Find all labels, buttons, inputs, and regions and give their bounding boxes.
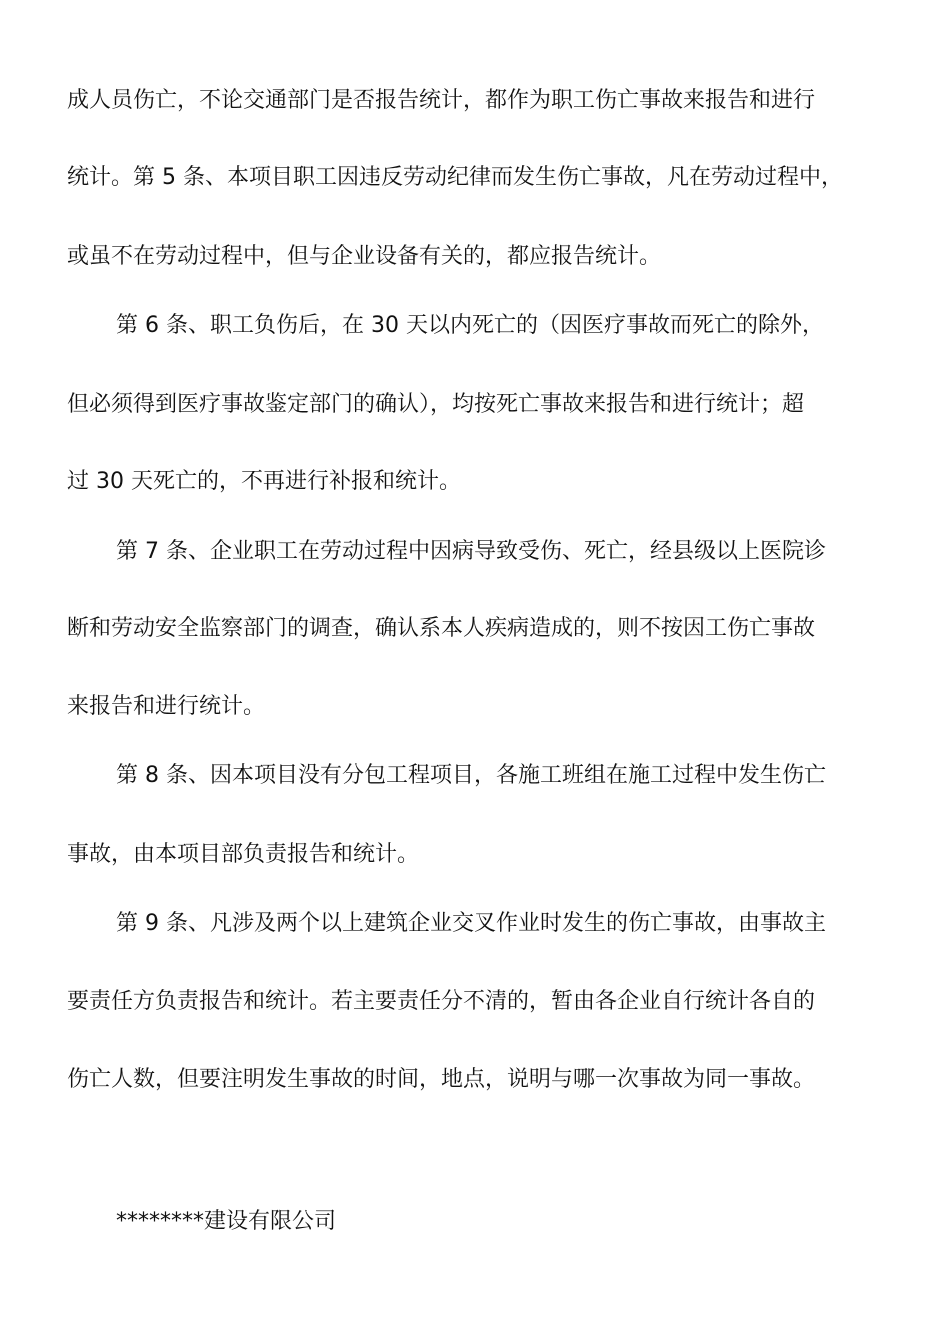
text-line-11: 事故，由本项目部负责报告和统计。 — [67, 842, 420, 867]
company-signature: ********建设有限公司 — [116, 1209, 337, 1234]
text-line-3: 或虽不在劳动过程中，但与企业设备有关的，都应报告统计。 — [67, 244, 662, 269]
text-line-1: 成人员伤亡，不论交通部门是否报告统计，都作为职工伤亡事故来报告和进行 — [67, 88, 816, 113]
text-line-12: 第 9 条、凡涉及两个以上建筑企业交叉作业时发生的伤亡事故，由事故主 — [116, 911, 826, 936]
text-line-7: 第 7 条、企业职工在劳动过程中因病导致受伤、死亡，经县级以上医院诊 — [116, 539, 826, 564]
text-line-13: 要责任方负责报告和统计。若主要责任分不清的，暂由各企业自行统计各自的 — [67, 989, 816, 1014]
text-line-6: 过 30 天死亡的，不再进行补报和统计。 — [67, 469, 461, 494]
text-line-4: 第 6 条、职工负伤后，在 30 天以内死亡的（因医疗事故而死亡的除外， — [116, 313, 824, 338]
text-line-5: 但必须得到医疗事故鉴定部门的确认），均按死亡事故来报告和进行统计；超 — [67, 392, 805, 417]
text-line-9: 来报告和进行统计。 — [67, 694, 266, 719]
text-line-8: 断和劳动安全监察部门的调查，确认系本人疾病造成的，则不按因工伤亡事故 — [67, 616, 816, 641]
text-line-10: 第 8 条、因本项目没有分包工程项目，各施工班组在施工过程中发生伤亡 — [116, 763, 826, 788]
text-line-14: 伤亡人数，但要注明发生事故的时间，地点，说明与哪一次事故为同一事故。 — [67, 1067, 816, 1092]
text-line-2: 统计。第 5 条、本项目职工因违反劳动纪律而发生伤亡事故，凡在劳动过程中， — [67, 165, 843, 190]
